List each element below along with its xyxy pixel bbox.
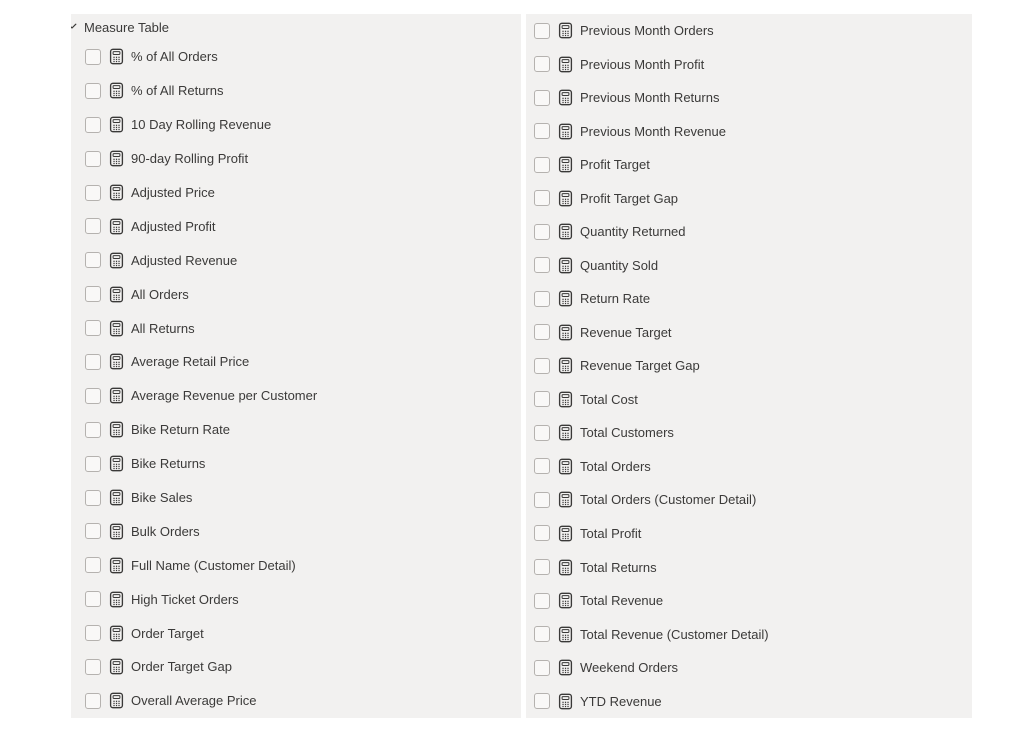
chevron-down-icon[interactable] bbox=[71, 20, 79, 34]
measure-checkbox[interactable] bbox=[534, 257, 550, 273]
measure-row[interactable] bbox=[526, 584, 972, 618]
measure-checkbox[interactable] bbox=[85, 151, 101, 167]
measure-row[interactable] bbox=[526, 316, 972, 350]
measure-checkbox[interactable] bbox=[534, 291, 550, 307]
measure-row[interactable] bbox=[526, 450, 972, 484]
calculator-icon bbox=[557, 257, 574, 274]
calculator-icon bbox=[108, 489, 125, 506]
measure-label: Adjusted Revenue bbox=[131, 252, 238, 268]
measure-checkbox[interactable] bbox=[534, 391, 550, 407]
measure-row[interactable] bbox=[71, 40, 521, 74]
measure-label: All Returns bbox=[131, 320, 195, 336]
measure-row[interactable] bbox=[71, 379, 521, 413]
calculator-icon bbox=[557, 424, 574, 441]
measure-table-label: Measure Table bbox=[84, 19, 170, 35]
calculator-icon bbox=[557, 391, 574, 408]
measure-checkbox[interactable] bbox=[534, 458, 550, 474]
measure-label: 10 Day Rolling Revenue bbox=[131, 117, 272, 133]
measure-checkbox[interactable] bbox=[85, 320, 101, 336]
measure-checkbox[interactable] bbox=[85, 490, 101, 506]
calculator-icon bbox=[108, 218, 125, 235]
measure-label: Total Returns bbox=[580, 559, 657, 575]
measure-label: Total Cost bbox=[580, 391, 638, 407]
measure-label: Bulk Orders bbox=[131, 523, 200, 539]
field-list-right-panel bbox=[526, 14, 972, 718]
calculator-icon bbox=[108, 48, 125, 65]
measure-row[interactable] bbox=[71, 176, 521, 210]
measure-checkbox[interactable] bbox=[85, 456, 101, 472]
measure-row[interactable] bbox=[71, 108, 521, 142]
measure-label: Adjusted Profit bbox=[131, 218, 216, 234]
calculator-icon bbox=[108, 353, 125, 370]
measure-checkbox[interactable] bbox=[534, 425, 550, 441]
measure-checkbox[interactable] bbox=[85, 693, 101, 709]
measure-checkbox[interactable] bbox=[534, 90, 550, 106]
measure-row[interactable] bbox=[71, 243, 521, 277]
calculator-icon bbox=[557, 559, 574, 576]
measure-checkbox[interactable] bbox=[85, 591, 101, 607]
measure-row[interactable] bbox=[71, 548, 521, 582]
measure-checkbox[interactable] bbox=[85, 659, 101, 675]
measure-label: Previous Month Orders bbox=[580, 23, 714, 39]
calculator-icon bbox=[108, 421, 125, 438]
measure-label: Profit Target Gap bbox=[580, 190, 679, 206]
calculator-icon bbox=[557, 22, 574, 39]
measure-label: Profit Target bbox=[580, 157, 650, 173]
measure-checkbox[interactable] bbox=[85, 185, 101, 201]
measure-row[interactable] bbox=[71, 447, 521, 481]
calculator-icon bbox=[108, 320, 125, 337]
measure-row[interactable] bbox=[71, 74, 521, 108]
measure-row[interactable] bbox=[71, 616, 521, 650]
measure-row[interactable] bbox=[71, 684, 521, 718]
measure-row[interactable] bbox=[71, 277, 521, 311]
measure-row[interactable] bbox=[71, 311, 521, 345]
measure-label: Full Name (Customer Detail) bbox=[131, 557, 296, 573]
calculator-icon bbox=[108, 658, 125, 675]
measure-label: All Orders bbox=[131, 286, 189, 302]
measure-label: YTD Revenue bbox=[580, 693, 662, 709]
measure-label: Order Target bbox=[131, 625, 204, 641]
measure-row[interactable] bbox=[526, 383, 972, 417]
measure-checkbox[interactable] bbox=[85, 422, 101, 438]
measure-label: Previous Month Profit bbox=[580, 56, 705, 72]
measure-row[interactable] bbox=[71, 345, 521, 379]
measure-checkbox[interactable] bbox=[534, 660, 550, 676]
measure-checkbox[interactable] bbox=[85, 354, 101, 370]
calculator-icon bbox=[108, 184, 125, 201]
measure-row[interactable] bbox=[526, 215, 972, 249]
calculator-icon bbox=[557, 123, 574, 140]
measure-row[interactable] bbox=[526, 416, 972, 450]
calculator-icon bbox=[108, 286, 125, 303]
measure-label: Total Orders bbox=[580, 458, 651, 474]
measure-label: Overall Average Price bbox=[131, 693, 257, 709]
measure-label: Order Target Gap bbox=[131, 659, 232, 675]
measure-label: High Ticket Orders bbox=[131, 591, 239, 607]
calculator-icon bbox=[557, 290, 574, 307]
calculator-icon bbox=[557, 89, 574, 106]
measure-checkbox[interactable] bbox=[534, 358, 550, 374]
calculator-icon bbox=[108, 116, 125, 133]
calculator-icon bbox=[108, 455, 125, 472]
measure-checkbox[interactable] bbox=[85, 49, 101, 65]
measure-label: Previous Month Revenue bbox=[580, 123, 726, 139]
measure-label: Adjusted Price bbox=[131, 185, 215, 200]
measure-label: Return Rate bbox=[580, 291, 651, 307]
measure-row[interactable] bbox=[71, 582, 521, 616]
calculator-icon bbox=[557, 357, 574, 374]
measure-row[interactable] bbox=[526, 651, 972, 685]
calculator-icon bbox=[557, 324, 574, 341]
measure-checkbox[interactable] bbox=[85, 625, 101, 641]
calculator-icon bbox=[557, 491, 574, 508]
measure-label: Total Customers bbox=[580, 425, 674, 441]
measure-checkbox[interactable] bbox=[85, 252, 101, 268]
calculator-icon bbox=[557, 56, 574, 73]
measure-row[interactable] bbox=[526, 48, 972, 82]
measure-checkbox[interactable] bbox=[85, 218, 101, 234]
measure-label: Total Revenue bbox=[580, 593, 664, 609]
calculator-icon bbox=[108, 692, 125, 709]
measure-checkbox[interactable] bbox=[534, 525, 550, 541]
measure-checkbox[interactable] bbox=[534, 123, 550, 139]
measure-label: Total Profit bbox=[580, 525, 642, 541]
calculator-icon bbox=[557, 626, 574, 643]
calculator-icon bbox=[557, 525, 574, 542]
measure-row[interactable] bbox=[526, 349, 972, 383]
measure-row[interactable] bbox=[526, 684, 972, 718]
calculator-icon bbox=[557, 156, 574, 173]
measure-row[interactable] bbox=[526, 14, 972, 48]
measure-label: Total Orders (Customer Detail) bbox=[580, 492, 757, 508]
measure-row[interactable] bbox=[526, 81, 972, 115]
measure-checkbox[interactable] bbox=[534, 593, 550, 609]
calculator-icon bbox=[557, 190, 574, 207]
measure-label: Average Retail Price bbox=[131, 354, 250, 370]
measure-checkbox[interactable] bbox=[534, 190, 550, 206]
measure-checkbox[interactable] bbox=[534, 324, 550, 340]
measure-row[interactable] bbox=[526, 517, 972, 551]
calculator-icon bbox=[108, 591, 125, 608]
measure-checkbox[interactable] bbox=[534, 224, 550, 240]
measure-label: Total Revenue (Customer Detail) bbox=[580, 626, 769, 642]
measure-row[interactable] bbox=[526, 115, 972, 149]
measure-row[interactable] bbox=[526, 617, 972, 651]
measure-label: Average Revenue per Customer bbox=[131, 388, 318, 404]
calculator-icon bbox=[108, 557, 125, 574]
measure-label: Bike Return Rate bbox=[131, 422, 230, 438]
measure-label: Bike Returns bbox=[131, 456, 206, 472]
measure-checkbox[interactable] bbox=[534, 626, 550, 642]
measure-checkbox[interactable] bbox=[85, 83, 101, 99]
measure-row[interactable] bbox=[71, 413, 521, 447]
measure-row[interactable] bbox=[71, 650, 521, 684]
measure-checkbox[interactable] bbox=[534, 693, 550, 709]
measure-label: Bike Sales bbox=[131, 490, 193, 506]
measure-checkbox[interactable] bbox=[534, 559, 550, 575]
measure-label: Revenue Target bbox=[580, 324, 672, 340]
calculator-icon bbox=[557, 223, 574, 240]
measure-checkbox[interactable] bbox=[85, 388, 101, 404]
calculator-icon bbox=[108, 387, 125, 404]
measure-checkbox[interactable] bbox=[534, 157, 550, 173]
measure-checkbox[interactable] bbox=[85, 523, 101, 539]
measure-row[interactable] bbox=[71, 514, 521, 548]
measure-row[interactable] bbox=[526, 483, 972, 517]
measure-label: Weekend Orders bbox=[580, 660, 679, 676]
measure-list-right bbox=[526, 14, 972, 718]
measure-row[interactable] bbox=[71, 481, 521, 515]
measure-checkbox[interactable] bbox=[85, 557, 101, 573]
measure-row[interactable] bbox=[526, 182, 972, 216]
field-list-left-panel bbox=[71, 14, 521, 718]
measure-row[interactable] bbox=[526, 148, 972, 182]
measure-row[interactable] bbox=[71, 209, 521, 243]
calculator-icon bbox=[108, 625, 125, 642]
measure-row[interactable] bbox=[526, 282, 972, 316]
calculator-icon bbox=[108, 150, 125, 167]
calculator-icon bbox=[108, 252, 125, 269]
measure-row[interactable] bbox=[526, 249, 972, 283]
measure-row[interactable] bbox=[71, 142, 521, 176]
measure-row[interactable] bbox=[526, 550, 972, 584]
measure-checkbox[interactable] bbox=[534, 492, 550, 508]
measure-checkbox[interactable] bbox=[534, 23, 550, 39]
measure-label: Quantity Returned bbox=[580, 224, 686, 240]
measure-checkbox[interactable] bbox=[85, 117, 101, 133]
measure-label: % of All Orders bbox=[131, 49, 218, 65]
measure-label: 90-day Rolling Profit bbox=[131, 151, 249, 167]
measure-label: Previous Month Returns bbox=[580, 90, 720, 106]
measure-checkbox[interactable] bbox=[534, 56, 550, 72]
measure-label: Quantity Sold bbox=[580, 257, 659, 273]
calculator-icon bbox=[108, 82, 125, 99]
measure-label: Revenue Target Gap bbox=[580, 358, 700, 374]
measure-list-left bbox=[71, 40, 521, 718]
calculator-icon bbox=[557, 693, 574, 710]
measure-checkbox[interactable] bbox=[85, 286, 101, 302]
measure-table-header[interactable] bbox=[71, 14, 521, 40]
calculator-icon bbox=[557, 659, 574, 676]
measure-label: % of All Returns bbox=[131, 83, 224, 99]
calculator-icon bbox=[108, 523, 125, 540]
calculator-icon bbox=[557, 458, 574, 475]
calculator-icon bbox=[557, 592, 574, 609]
